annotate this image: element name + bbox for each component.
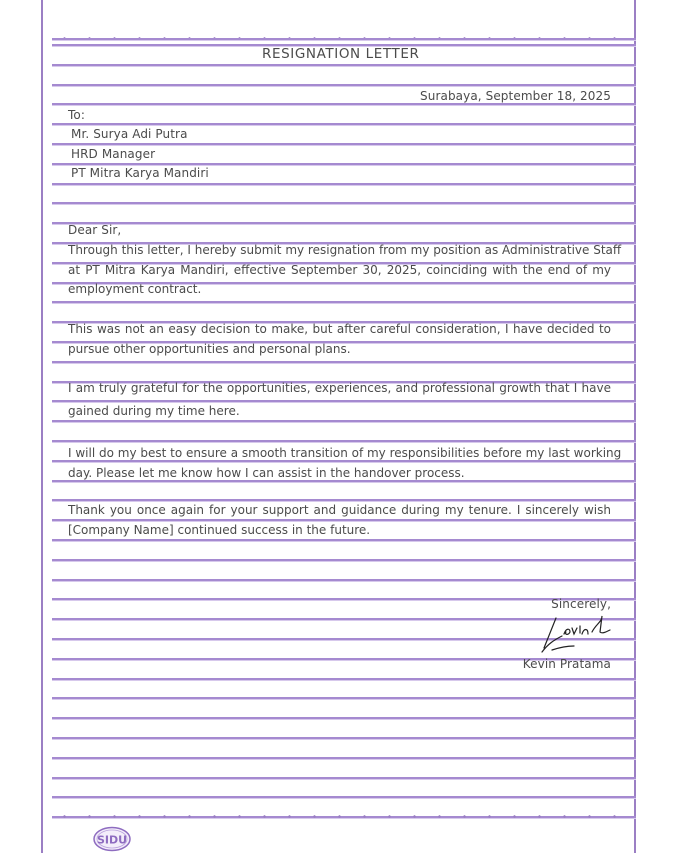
ruled-line: [52, 183, 636, 186]
signature-name: Kevin Pratama: [522, 657, 611, 671]
recipient-company: PT Mitra Karya Mandiri: [71, 166, 209, 180]
ruled-line: [52, 361, 636, 364]
ruled-line: [52, 301, 636, 304]
ruled-line: [52, 202, 636, 205]
ruled-line: [52, 697, 636, 700]
paragraph-line: pursue other opportunities and personal plans.: [68, 341, 351, 356]
paragraph-1: [68, 241, 622, 300]
logo-text: SIDU: [96, 833, 128, 847]
ruled-line: [52, 143, 636, 146]
paragraph-3: [68, 379, 611, 421]
paragraph-line: Thank you once again for your support and guidance during my tenure. I sincerely wish: [68, 503, 611, 517]
ruled-line: [52, 796, 636, 799]
paragraph-line: at PT Mitra Karya Mandiri, effective September 30, 2025, coinciding with the end of my: [68, 262, 611, 277]
recipient-name: Mr. Surya Adi Putra: [71, 127, 188, 141]
ruled-line: [52, 737, 636, 740]
paragraph-5: [68, 501, 611, 540]
salutation: Dear Sir,: [68, 223, 122, 237]
ruled-line: [52, 717, 636, 720]
ruled-line: [52, 579, 636, 582]
ruled-line: [52, 777, 636, 780]
ruled-line: [52, 103, 636, 106]
to-label: To:: [68, 108, 85, 122]
ruled-line: [52, 84, 636, 87]
ruled-line: [52, 123, 636, 126]
paragraph-line: day. Please let me know how I can assist in the handover process.: [68, 465, 465, 480]
ruled-line: [52, 222, 636, 225]
closing: Sincerely,: [551, 597, 611, 611]
paragraph-line: Through this letter, I hereby submit my resignation from my position as Administrative Staff: [68, 243, 622, 257]
recipient-position: HRD Manager: [71, 147, 156, 161]
paragraph-4: [68, 444, 622, 483]
paragraph-line: [Company Name] continued success in the future.: [68, 522, 371, 537]
place-date: Surabaya, September 18, 2025: [420, 89, 611, 103]
paragraph-line: I will do my best to ensure a smooth transition of my responsibilities before my last working: [68, 446, 622, 460]
paragraph-line: This was not an easy decision to make, but after careful consideration, I have decided to: [68, 322, 611, 336]
paragraph-2: [68, 320, 611, 359]
ruled-line: [52, 678, 636, 681]
bottom-dotted-rule: [52, 815, 636, 818]
ruled-line: [52, 598, 636, 601]
ruled-line: [52, 64, 636, 67]
letter-title: RESIGNATION LETTER: [262, 46, 420, 62]
ruled-line: [52, 757, 636, 760]
ruled-line: [52, 440, 636, 443]
sidu-logo: [92, 826, 132, 852]
ruled-line: [52, 38, 636, 41]
ruled-line: [52, 559, 636, 562]
paragraph-line: gained during my time here.: [68, 403, 240, 418]
handwritten-signature: [540, 614, 620, 660]
paragraph-line: I am truly grateful for the opportunities, experiences, and professional growth that I have: [68, 381, 611, 395]
paragraph-line: employment contract.: [68, 282, 202, 297]
